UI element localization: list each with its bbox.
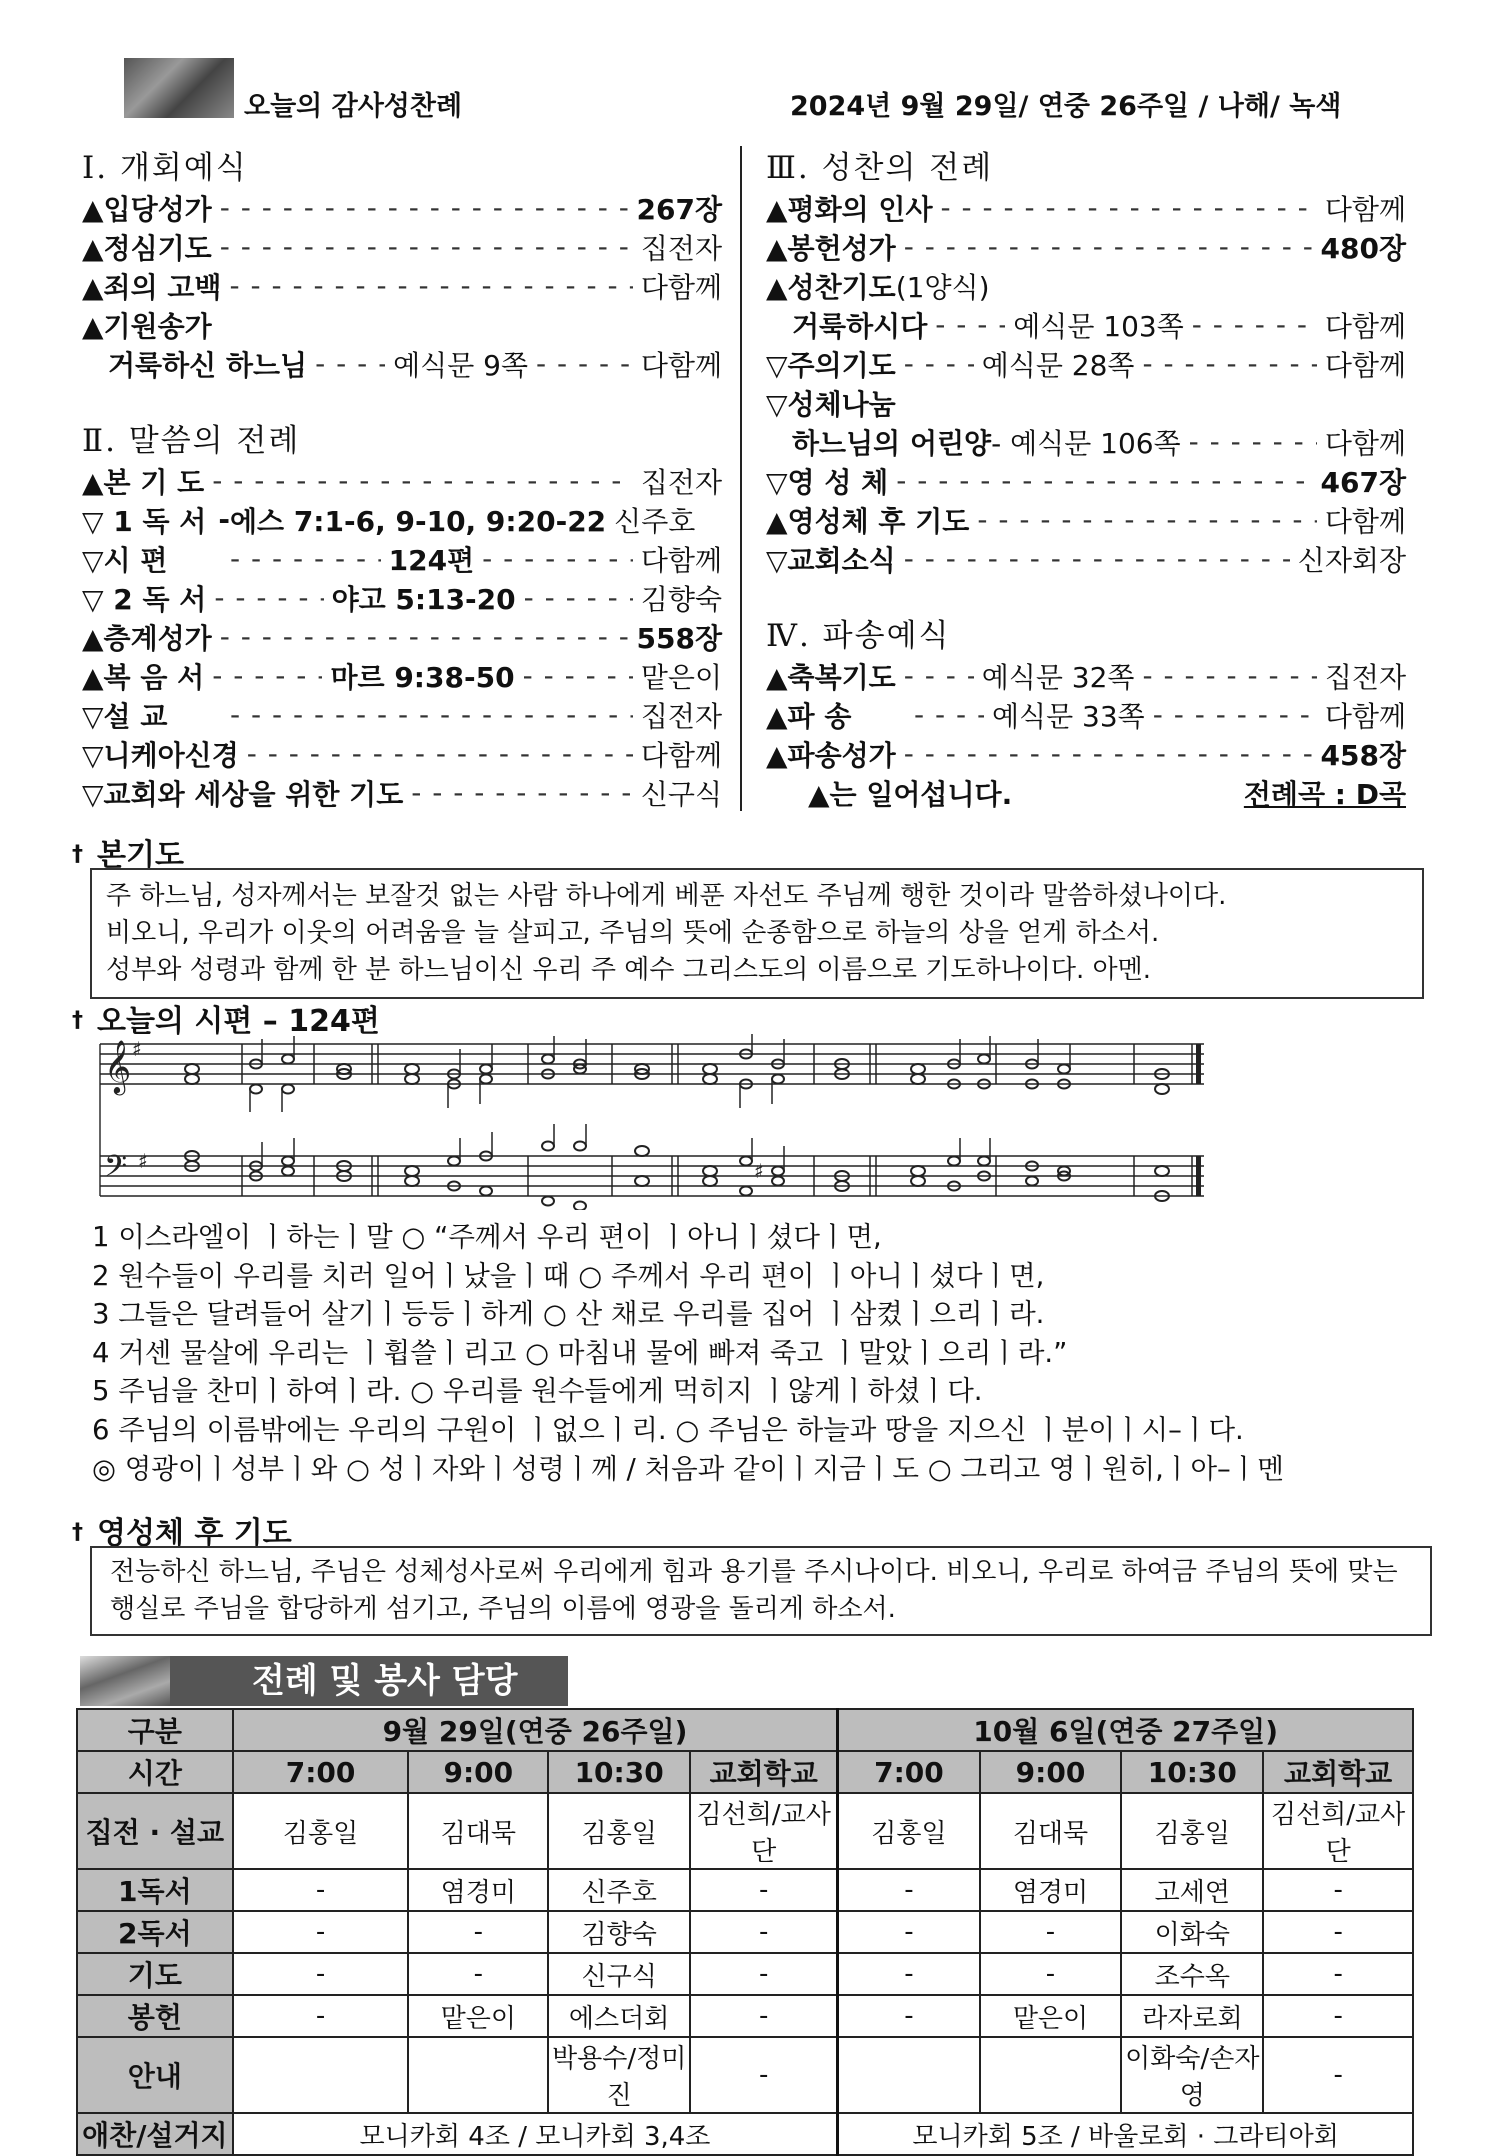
table-cell: 조수옥 [1121, 1953, 1263, 1995]
table-cell: - [408, 1953, 548, 1995]
postcommunion-heading: † 영성체 후 기도 [72, 1516, 292, 1551]
table-cell: 김홍일 [548, 1793, 690, 1869]
order-row: ▽교회소식 - - - 신자회장 [766, 539, 1406, 578]
order-row: ▽시 편 - - - 124편 - - - 다함께 [82, 539, 722, 578]
table-cell [408, 2037, 548, 2113]
time-cell: 7:00 [233, 1751, 409, 1793]
order-row: ▽주의기도 - - - 예식문 28쪽 - - - 다함께 [766, 344, 1406, 383]
row-label: 봉헌 [77, 1995, 233, 2037]
collect-line: 비오니, 우리가 이웃의 어려움을 늘 살피고, 주님의 뜻에 순종함으로 하늘의 상을 얻게 하소서. [106, 918, 1160, 948]
svg-text:𝄢: 𝄢 [104, 1150, 128, 1191]
table-cell: - [980, 1911, 1122, 1953]
table-cell: - [690, 1911, 838, 1953]
table-cell: - [838, 1869, 980, 1911]
order-row: ▽니케아신경 - - - 다함께 [82, 734, 722, 773]
table-cell: - [233, 1995, 409, 2037]
row-label: 집전 · 설교 [77, 1793, 233, 1869]
row-label: 안내 [77, 2037, 233, 2113]
table-cell: 모니카회 5조 / 바울로회 · 그라티아회 [838, 2113, 1413, 2155]
table-cell: 김선희/교사단 [1263, 1793, 1413, 1869]
psalm-verse: 2 원수들이 우리를 치러 일어ㅣ났을ㅣ때 ○ 주께서 우리 편이 ㅣ아니ㅣ셨다ㅣ면, [92, 1259, 1045, 1292]
table-cell: - [233, 1869, 409, 1911]
collect-line: 주 하느님, 성자께서는 보잘것 없는 사람 하나에게 베푼 자선도 주님께 행한 것이라 말씀하셨나이다. [106, 881, 1227, 911]
order-row: ▲파 송 - - - 예식문 33쪽 - - - 다함께 [766, 695, 1406, 734]
table-cell: - [408, 1911, 548, 1953]
collect-line: 성부와 성령과 함께 한 분 하느님이신 우리 주 예수 그리스도의 이름으로 기도하나이다. 아멘. [106, 955, 1151, 985]
table-cell: - [690, 1869, 838, 1911]
table-cell: 김향숙 [548, 1911, 690, 1953]
table-cell [233, 2037, 409, 2113]
order-row: ▲영성체 후 기도 - - - 다함께 [766, 500, 1406, 539]
order-row: 거룩하신 하느님 - - - 예식문 9쪽 - - - 다함께 [82, 344, 722, 383]
psalm-verse: 3 그들은 달려들어 살기ㅣ등등ㅣ하게 ○ 산 채로 우리를 집어 ㅣ삼켰ㅣ으리ㅣ라. [92, 1298, 1045, 1331]
table-cell: 박용수/정미진 [548, 2037, 690, 2113]
order-row: ▲본 기 도 - - - 집전자 [82, 461, 722, 500]
table-cell: - [233, 1911, 409, 1953]
table-cell: - [1263, 1869, 1413, 1911]
table-cell: - [690, 1953, 838, 1995]
table-cell: 김대묵 [980, 1793, 1122, 1869]
psalm-verse: 5 주님을 찬미ㅣ하여ㅣ라. ○ 우리를 원수들에게 먹히지 ㅣ않게ㅣ하셨ㅣ다. [92, 1375, 983, 1408]
table-cell: 김홍일 [838, 1793, 980, 1869]
psalm-verses [92, 1218, 1284, 1488]
svg-text:♯: ♯ [132, 1037, 142, 1061]
postcommunion-line: 전능하신 하느님, 주님은 성체성사로써 우리에게 힘과 용기를 주시나이다. 비오니, 우리로 하여금 주님의 뜻에 맞는 [110, 1557, 1398, 1587]
collect-box [90, 868, 1424, 999]
order-row: ▲평화의 인사 - - - 다함께 [766, 188, 1406, 227]
row-label: 2독서 [77, 1911, 233, 1953]
order-row: ▲복 음 서 - - - 마르 9:38-50 - - - 맡은이 [82, 656, 722, 695]
psalm-chant-score [92, 1034, 1232, 1210]
table-cell [838, 2037, 980, 2113]
table-cell: 이화숙 [1121, 1911, 1263, 1953]
order-row: ▽성체나눔 [766, 387, 896, 421]
psalm-heading: † 오늘의 시편 – 124편 [72, 1004, 380, 1039]
order-row: ▲입당성가 - - - 267장 [82, 188, 722, 227]
table-cell: - [838, 1953, 980, 1995]
page-title: 오늘의 감사성찬례 [244, 91, 463, 122]
order-row: 하느님의 어린양 - 예식문 106쪽 - - - 다함께 [766, 422, 1406, 461]
order-row: ▽교회와 세상을 위한 기도 - - - 신구식 [82, 773, 722, 812]
table-cell: 라자로회 [1121, 1995, 1263, 2037]
order-right-column [766, 148, 1406, 812]
column-divider [740, 146, 742, 811]
collect-heading: † 본기도 [72, 838, 184, 873]
table-cell: 김홍일 [233, 1793, 409, 1869]
order-row: ▲봉헌성가 - - - 480장 [766, 227, 1406, 266]
order-row: ▲층계성가 - - - 558장 [82, 617, 722, 656]
table-cell: 맡은이 [408, 1995, 548, 2037]
table-cell: 염경미 [980, 1869, 1122, 1911]
time-cell: 10:30 [1121, 1751, 1263, 1793]
svg-text:♯: ♯ [754, 1159, 764, 1183]
schedule-label: 구분 [77, 1709, 233, 1751]
psalm-verse: 4 거센 물살에 우리는 ㅣ휩쓸ㅣ리고 ○ 마침내 물에 빠져 죽고 ㅣ말았ㅣ으리ㅣ라.” [92, 1336, 1068, 1369]
table-cell: - [690, 2037, 838, 2113]
table-cell: 김대묵 [408, 1793, 548, 1869]
table-cell: - [838, 1911, 980, 1953]
table-cell: 신구식 [548, 1953, 690, 1995]
section-heading: Ⅳ. 파송예식 [766, 618, 951, 654]
row-label: 1독서 [77, 1869, 233, 1911]
order-row: ▽영 성 체 - - - 467장 [766, 461, 1406, 500]
order-row: ▲성찬기도 (1양식) [766, 270, 990, 304]
row-label: 기도 [77, 1953, 233, 1995]
week2-header: 10월 6일(연중 27주일) [838, 1709, 1413, 1751]
order-row: ▽ 2 독 서 - - - 야고 5:13-20 - - - 김향숙 [82, 578, 722, 617]
order-row: 거룩하시다 - - - 예식문 103쪽 - - - 다함께 [766, 305, 1406, 344]
table-cell: - [690, 1995, 838, 2037]
table-cell [980, 2037, 1122, 2113]
order-row: ▲파송성가 - - - 458장 [766, 734, 1406, 773]
order-row: ▲축복기도 - - - 예식문 32쪽 - - - 집전자 [766, 656, 1406, 695]
table-cell: 이화숙/손자영 [1121, 2037, 1263, 2113]
table-cell: 에스더회 [548, 1995, 690, 2037]
table-cell: - [980, 1953, 1122, 1995]
time-cell: 9:00 [980, 1751, 1122, 1793]
order-left-column [82, 148, 722, 812]
week1-header: 9월 29일(연중 26주일) [233, 1709, 838, 1751]
order-row: ▲정심기도 - - - 집전자 [82, 227, 722, 266]
psalm-verse: 1 이스라엘이 ㅣ하는ㅣ말 ○ “주께서 우리 편이 ㅣ아니ㅣ셨다ㅣ면, [92, 1221, 882, 1253]
time-cell: 7:00 [838, 1751, 980, 1793]
section-heading: Ⅰ. 개회예식 [82, 150, 248, 186]
section-heading: Ⅲ. 성찬의 전례 [766, 150, 994, 186]
psalm-gloria: ◎ 영광이ㅣ성부ㅣ와 ○ 성ㅣ자와ㅣ성령ㅣ께 / 처음과 같이ㅣ지금ㅣ도 ○ 그리고 영ㅣ원히,ㅣ아–ㅣ멘 [92, 1452, 1284, 1485]
time-cell: 교회학교 [690, 1751, 838, 1793]
table-cell: 고세연 [1121, 1869, 1263, 1911]
table-cell: 모니카회 4조 / 모니카회 3,4조 [233, 2113, 838, 2155]
table-cell: 염경미 [408, 1869, 548, 1911]
time-cell: 교회학교 [1263, 1751, 1413, 1793]
psalm-verse: 6 주님의 이름밖에는 우리의 구원이 ㅣ없으ㅣ리. ○ 주님은 하늘과 땅을 지으신 ㅣ분이ㅣ시–ㅣ다. [92, 1413, 1244, 1446]
postcommunion-box [90, 1546, 1432, 1636]
time-label: 시간 [77, 1751, 233, 1793]
time-cell: 9:00 [408, 1751, 548, 1793]
row-label: 애찬/설거지 [77, 2113, 233, 2155]
schedule-title: 전례 및 봉사 담당 [170, 1656, 568, 1706]
order-row: ▲죄의 고백 - - - 다함께 [82, 266, 722, 305]
table-cell: - [1263, 2037, 1413, 2113]
service-date: 2024년 9월 29일/ 연중 26주일 / 나해/ 녹색 [790, 91, 1342, 122]
table-cell: 김홍일 [1121, 1793, 1263, 1869]
table-cell: - [838, 1995, 980, 2037]
table-cell: 김선희/교사단 [690, 1793, 838, 1869]
table-cell: 신주호 [548, 1869, 690, 1911]
svg-text:♯: ♯ [138, 1149, 148, 1173]
order-row: ▽설 교 - - - 집전자 [82, 695, 722, 734]
schedule-photo [80, 1656, 170, 1706]
table-cell: - [1263, 1995, 1413, 2037]
order-row: ▽ 1 독 서 - 에스 7:1-6, 9-10, 9:20-22 신주호 [82, 503, 696, 538]
schedule-table [76, 1708, 1414, 2156]
time-cell: 10:30 [548, 1751, 690, 1793]
postcommunion-line: 행실로 주님을 합당하게 섬기고, 주님의 이름에 영광을 돌리게 하소서. [110, 1594, 896, 1624]
table-cell: 맡은이 [980, 1995, 1122, 2037]
order-note-row: ▲는 일어섭니다. 전례곡 : D곡 [808, 777, 1406, 811]
header-photo [124, 58, 234, 118]
svg-text:𝄞: 𝄞 [104, 1039, 132, 1093]
table-cell: - [1263, 1953, 1413, 1995]
section-heading: Ⅱ. 말씀의 전례 [82, 423, 301, 459]
table-cell: - [233, 1953, 409, 1995]
order-row: ▲기원송가 [82, 309, 212, 343]
table-cell: - [1263, 1911, 1413, 1953]
